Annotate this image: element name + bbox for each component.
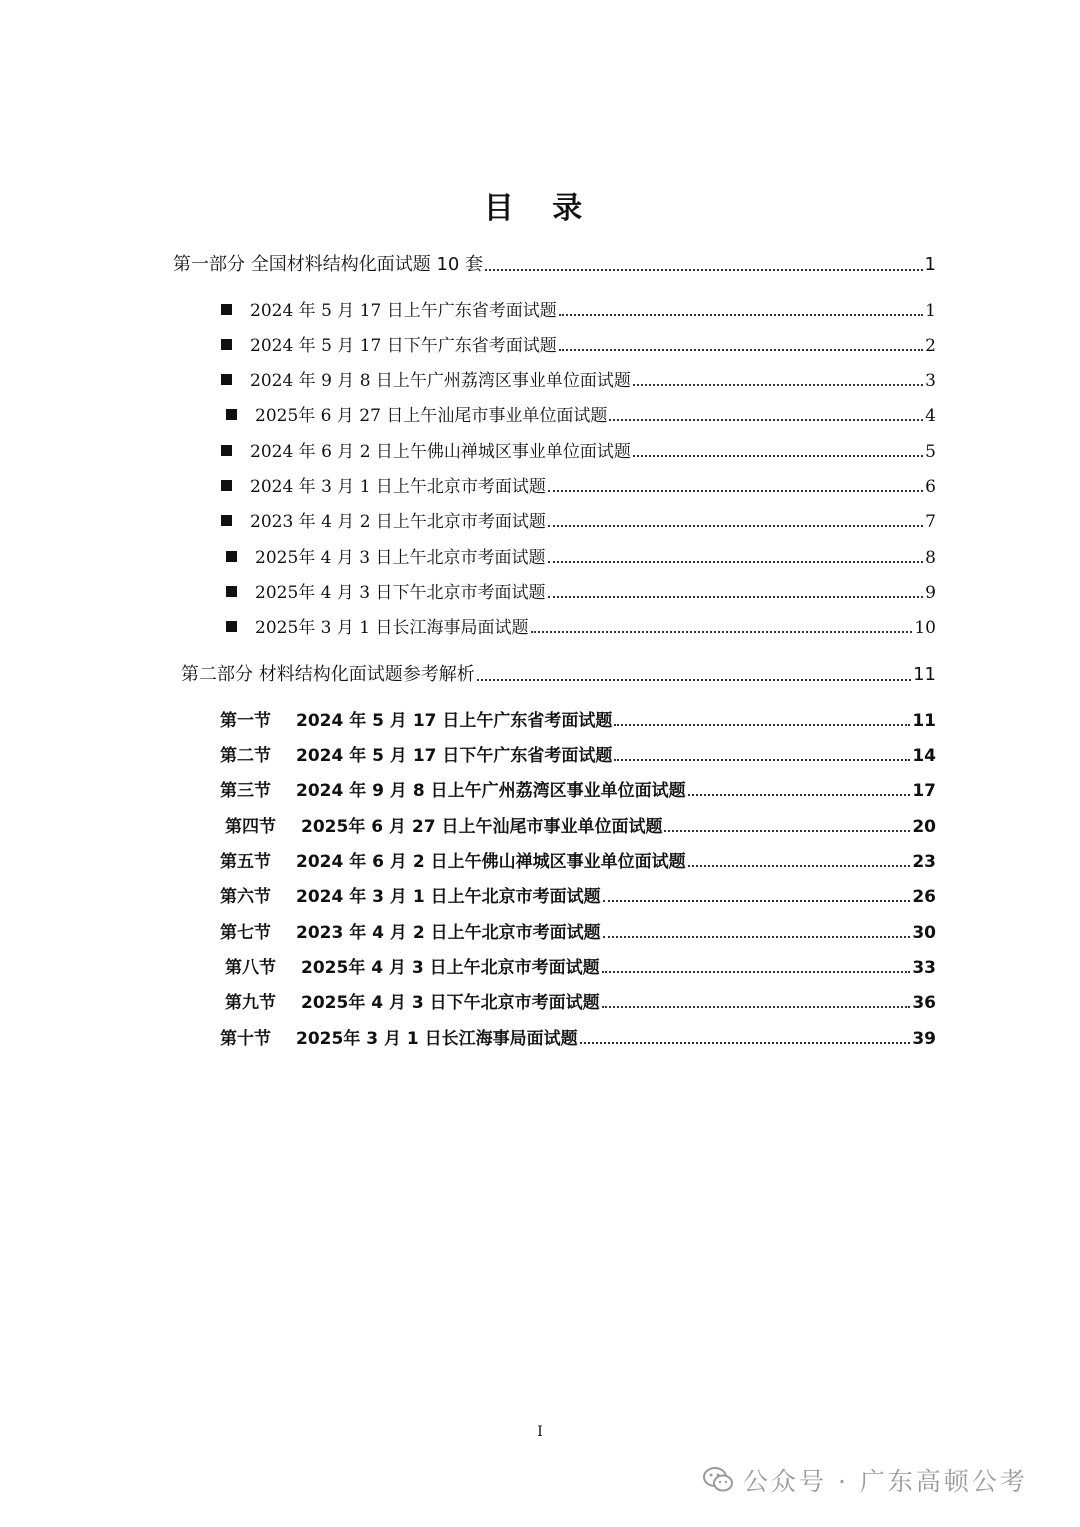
dot-leader (548, 596, 924, 598)
toc-part-2[interactable] (181, 660, 936, 686)
toc-item-label: 2024 年 5 月 17 日下午广东省考面试题 (250, 336, 557, 356)
toc-item-label: 2024 年 5 月 17 日下午广东省考面试题 (296, 746, 613, 766)
square-bullet-icon (221, 480, 232, 491)
toc-item-label: 2024 年 3 月 1 日上午北京市考面试题 (296, 887, 601, 907)
toc-item-label: 2025年 4 月 3 日下午北京市考面试题 (301, 993, 600, 1013)
dot-leader (580, 1042, 911, 1044)
toc-page-number: 1 (924, 254, 936, 275)
toc-item-label: 2025年 4 月 3 日下午北京市考面试题 (255, 583, 546, 603)
toc-part-label: 第二部分 材料结构化面试题参考解析 (181, 664, 475, 685)
toc-section[interactable] (225, 812, 936, 837)
section-number: 第六节 (220, 887, 271, 907)
toc-item-label: 2024 年 9 月 8 日上午广州荔湾区事业单位面试题 (296, 781, 686, 801)
toc-page-number: 20 (912, 817, 936, 837)
section-number: 第八节 (225, 958, 276, 978)
dot-leader (633, 455, 923, 457)
toc-page-number: 2 (925, 336, 936, 356)
square-bullet-icon (226, 586, 237, 597)
toc-section[interactable] (220, 882, 936, 907)
toc-item-label: 2024 年 3 月 1 日上午北京市考面试题 (250, 477, 546, 497)
dot-leader (602, 1006, 911, 1008)
toc-item[interactable] (226, 613, 936, 638)
toc-item-label: 2024 年 5 月 17 日上午广东省考面试题 (296, 711, 613, 731)
dot-leader (688, 794, 911, 796)
toc-page-number: 23 (912, 852, 936, 872)
toc-section[interactable] (220, 741, 936, 766)
section-number: 第三节 (220, 781, 271, 801)
toc-item-label: 2023 年 4 月 2 日上午北京市考面试题 (250, 512, 546, 532)
toc-section[interactable] (220, 776, 936, 801)
toc-page-number: 5 (925, 442, 936, 462)
toc-section[interactable] (225, 953, 936, 978)
square-bullet-icon (221, 374, 232, 385)
square-bullet-icon (221, 304, 232, 315)
toc-item-label: 2025年 6 月 27 日上午汕尾市事业单位面试题 (255, 406, 608, 426)
toc-item-label: 2024 年 6 月 2 日上午佛山禅城区事业单位面试题 (296, 852, 686, 872)
square-bullet-icon (226, 551, 237, 562)
toc-section[interactable] (220, 847, 936, 872)
toc-item-label: 2025年 4 月 3 日上午北京市考面试题 (301, 958, 600, 978)
wechat-icon (703, 1467, 733, 1493)
toc-section[interactable] (220, 918, 936, 943)
dot-leader (548, 525, 923, 527)
toc-page-number: 33 (912, 958, 936, 978)
toc-page-number: 17 (912, 781, 936, 801)
dot-leader (664, 830, 910, 832)
dot-leader (485, 269, 922, 271)
dot-leader (609, 419, 923, 421)
toc-page-number: 26 (912, 887, 936, 907)
toc-section[interactable] (225, 988, 936, 1013)
section-number: 第九节 (225, 993, 276, 1013)
toc-item[interactable] (221, 472, 936, 497)
toc-page-number: 8 (925, 548, 936, 568)
toc-item[interactable] (226, 578, 936, 603)
toc-item[interactable] (226, 401, 936, 426)
toc-page-number: 36 (912, 993, 936, 1013)
toc-item[interactable] (221, 437, 936, 462)
toc-page-number: 10 (914, 618, 936, 638)
watermark (703, 1462, 1028, 1498)
toc-item-label: 2024 年 6 月 2 日上午佛山禅城区事业单位面试题 (250, 442, 631, 462)
watermark-text: 公众号 · 广东高顿公考 (743, 1467, 1028, 1496)
dot-leader (602, 971, 911, 973)
dot-leader (559, 349, 923, 351)
toc-page-number: 11 (913, 664, 936, 685)
toc-part-label: 第一部分 全国材料结构化面试题 10 套 (173, 254, 484, 275)
toc-page-number: 39 (912, 1029, 936, 1049)
dot-leader (633, 384, 923, 386)
toc-item[interactable] (221, 366, 936, 391)
toc-item[interactable] (226, 543, 936, 568)
toc-item-label: 2023 年 4 月 2 日上午北京市考面试题 (296, 923, 601, 943)
square-bullet-icon (221, 339, 232, 350)
section-number: 第十节 (220, 1029, 271, 1049)
toc-section[interactable] (220, 706, 936, 731)
section-number: 第二节 (220, 746, 271, 766)
square-bullet-icon (226, 621, 237, 632)
dot-leader (603, 900, 911, 902)
dot-leader (548, 490, 923, 492)
toc-page-number: 1 (925, 301, 936, 321)
toc-page-number: 11 (912, 711, 936, 731)
toc-item-label: 2025年 3 月 1 日长江海事局面试题 (255, 618, 529, 638)
dot-leader (559, 314, 923, 316)
toc-item[interactable] (221, 296, 936, 321)
section-number: 第一节 (220, 711, 271, 731)
page-number-footer: I (537, 1424, 543, 1440)
dot-leader (688, 865, 911, 867)
toc-item[interactable] (221, 507, 936, 532)
toc-item-label: 2025年 6 月 27 日上午汕尾市事业单位面试题 (301, 817, 663, 837)
section-number: 第五节 (220, 852, 271, 872)
page-title: 目 录 (483, 191, 597, 226)
toc-page-number: 14 (912, 746, 936, 766)
square-bullet-icon (226, 409, 237, 420)
toc-page-number: 3 (925, 371, 936, 391)
dot-leader (614, 724, 910, 726)
toc-part-1[interactable] (173, 250, 936, 276)
dot-leader (614, 759, 910, 761)
toc-item-label: 2024 年 9 月 8 日上午广州荔湾区事业单位面试题 (250, 371, 631, 391)
square-bullet-icon (221, 445, 232, 456)
square-bullet-icon (221, 515, 232, 526)
toc-page-number: 7 (925, 512, 936, 532)
toc-item-label: 2025年 4 月 3 日上午北京市考面试题 (255, 548, 546, 568)
dot-leader (531, 631, 913, 633)
dot-leader (477, 679, 911, 681)
toc-item-label: 2024 年 5 月 17 日上午广东省考面试题 (250, 301, 557, 321)
toc-item-label: 2025年 3 月 1 日长江海事局面试题 (296, 1029, 578, 1049)
section-number: 第四节 (225, 817, 276, 837)
toc-section[interactable] (220, 1024, 936, 1049)
toc-page-number: 6 (925, 477, 936, 497)
section-number: 第七节 (220, 923, 271, 943)
toc-page-number: 30 (912, 923, 936, 943)
toc-page-number: 4 (925, 406, 936, 426)
toc-item[interactable] (221, 331, 936, 356)
toc-page-number: 9 (925, 583, 936, 603)
dot-leader (603, 936, 911, 938)
dot-leader (548, 561, 924, 563)
